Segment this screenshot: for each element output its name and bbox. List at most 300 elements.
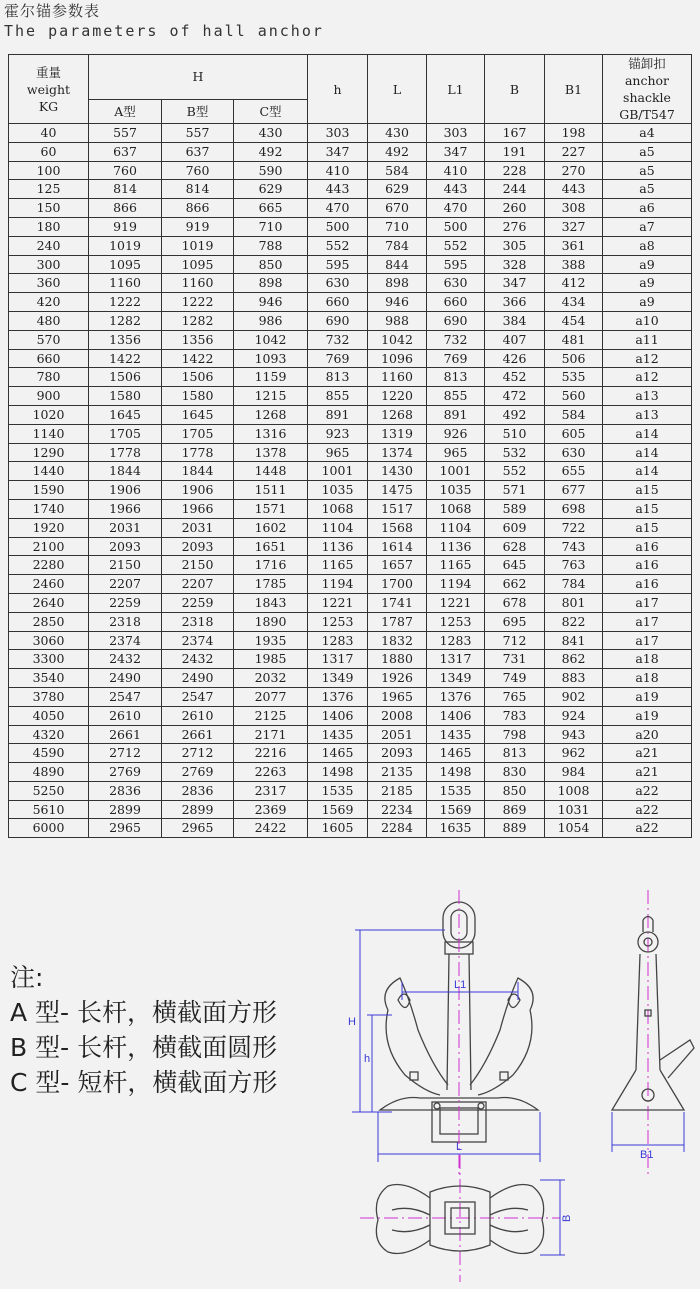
- cell-a: 1282: [89, 311, 162, 330]
- anchor-top-view: [376, 1185, 543, 1254]
- page-title-en: The parameters of hall anchor: [4, 22, 324, 40]
- cell-shackle: a19: [603, 706, 692, 725]
- table-row: [9, 330, 692, 349]
- cell-b: 712: [485, 631, 545, 650]
- cell-shackle: a14: [603, 443, 692, 462]
- cell-weight: 2640: [9, 593, 89, 612]
- label-H: H: [348, 1016, 356, 1028]
- cell-h: 303: [308, 124, 368, 143]
- cell-l: 670: [368, 199, 427, 218]
- cell-shackle: a16: [603, 575, 692, 594]
- cell-l1: 1136: [427, 537, 485, 556]
- cell-c: 1890: [234, 612, 308, 631]
- cell-b: 571: [485, 481, 545, 500]
- cell-h: 769: [308, 349, 368, 368]
- cell-b1: 943: [545, 725, 603, 744]
- cell-l: 1741: [368, 593, 427, 612]
- cell-weight: 1590: [9, 481, 89, 500]
- cell-b: 2318: [162, 612, 234, 631]
- table-row: [9, 593, 692, 612]
- dimension-labels: [348, 979, 653, 1222]
- cell-l: 1319: [368, 424, 427, 443]
- table-row: [9, 518, 692, 537]
- cell-c: 2317: [234, 781, 308, 800]
- cell-b: 407: [485, 330, 545, 349]
- cell-l: 1926: [368, 669, 427, 688]
- cell-b: 552: [485, 462, 545, 481]
- cell-b: 452: [485, 368, 545, 387]
- cell-b: 2259: [162, 593, 234, 612]
- cell-b: 1966: [162, 499, 234, 518]
- cell-c: 2369: [234, 800, 308, 819]
- cell-a: 1095: [89, 255, 162, 274]
- anchor-technical-drawing: [0, 880, 700, 1289]
- cell-h: 813: [308, 368, 368, 387]
- cell-weight: 5250: [9, 781, 89, 800]
- cell-h: 1465: [308, 744, 368, 763]
- cell-l1: 1253: [427, 612, 485, 631]
- cell-c: 1316: [234, 424, 308, 443]
- cell-b1: 984: [545, 763, 603, 782]
- table-row: [9, 781, 692, 800]
- cell-c: 1985: [234, 650, 308, 669]
- cell-b: 749: [485, 669, 545, 688]
- cell-l: 988: [368, 311, 427, 330]
- cell-l: 898: [368, 274, 427, 293]
- cell-c: 2216: [234, 744, 308, 763]
- cell-b: 2490: [162, 669, 234, 688]
- cell-c: 898: [234, 274, 308, 293]
- cell-shackle: a15: [603, 481, 692, 500]
- table-row: [9, 763, 692, 782]
- cell-b: 765: [485, 687, 545, 706]
- cell-b: 2661: [162, 725, 234, 744]
- cell-a: 2374: [89, 631, 162, 650]
- cell-b1: 962: [545, 744, 603, 763]
- cell-a: 1844: [89, 462, 162, 481]
- cell-c: 2422: [234, 819, 308, 838]
- cell-h: 595: [308, 255, 368, 274]
- cell-h: 1136: [308, 537, 368, 556]
- cell-b: 1778: [162, 443, 234, 462]
- table-row: [9, 669, 692, 688]
- cell-l: 1220: [368, 387, 427, 406]
- cell-c: 1935: [234, 631, 308, 650]
- cell-weight: 180: [9, 217, 89, 236]
- cell-weight: 4050: [9, 706, 89, 725]
- cell-c: 1448: [234, 462, 308, 481]
- cell-c: 1651: [234, 537, 308, 556]
- cell-l1: 690: [427, 311, 485, 330]
- cell-b: 678: [485, 593, 545, 612]
- header-weight-line1: 重量: [35, 64, 61, 80]
- cell-h: 1221: [308, 593, 368, 612]
- table-row: [9, 255, 692, 274]
- cell-b1: 506: [545, 349, 603, 368]
- cell-c: 946: [234, 293, 308, 312]
- cell-l: 1042: [368, 330, 427, 349]
- cell-weight: 5610: [9, 800, 89, 819]
- cell-h: 1283: [308, 631, 368, 650]
- cell-a: 814: [89, 180, 162, 199]
- cell-l1: 855: [427, 387, 485, 406]
- label-B: B: [561, 1214, 573, 1222]
- cell-b: 798: [485, 725, 545, 744]
- cell-h: 410: [308, 161, 368, 180]
- cell-l: 1787: [368, 612, 427, 631]
- cell-c: 1785: [234, 575, 308, 594]
- header-B1: B1: [545, 55, 603, 124]
- cell-weight: 3540: [9, 669, 89, 688]
- cell-l: 1430: [368, 462, 427, 481]
- cell-b: 260: [485, 199, 545, 218]
- cell-b: 2150: [162, 556, 234, 575]
- cell-weight: 780: [9, 368, 89, 387]
- cell-l1: 1535: [427, 781, 485, 800]
- cell-a: 1019: [89, 236, 162, 255]
- table-row: [9, 631, 692, 650]
- cell-a: 2836: [89, 781, 162, 800]
- cell-b: 2432: [162, 650, 234, 669]
- cell-a: 2259: [89, 593, 162, 612]
- cell-b1: 560: [545, 387, 603, 406]
- cell-b1: 677: [545, 481, 603, 500]
- cell-l1: 1376: [427, 687, 485, 706]
- cell-l1: 1194: [427, 575, 485, 594]
- page-title-cn: 霍尔锚参数表: [4, 2, 101, 20]
- cell-b: 695: [485, 612, 545, 631]
- cell-weight: 4890: [9, 763, 89, 782]
- cell-c: 2125: [234, 706, 308, 725]
- cell-b: 850: [485, 781, 545, 800]
- header-weight: [9, 55, 89, 124]
- cell-shackle: a20: [603, 725, 692, 744]
- cell-b: 2712: [162, 744, 234, 763]
- cell-a: 2031: [89, 518, 162, 537]
- cell-b: 1506: [162, 368, 234, 387]
- cell-b1: 883: [545, 669, 603, 688]
- cell-a: 866: [89, 199, 162, 218]
- cell-l1: 410: [427, 161, 485, 180]
- cell-l: 2135: [368, 763, 427, 782]
- cell-l: 946: [368, 293, 427, 312]
- cell-a: 637: [89, 142, 162, 161]
- cell-shackle: a17: [603, 612, 692, 631]
- cell-b1: 822: [545, 612, 603, 631]
- cell-b: 830: [485, 763, 545, 782]
- cell-a: 1356: [89, 330, 162, 349]
- table-row: [9, 819, 692, 838]
- cell-l1: 470: [427, 199, 485, 218]
- cell-a: 2769: [89, 763, 162, 782]
- cell-weight: 2100: [9, 537, 89, 556]
- cell-shackle: a21: [603, 763, 692, 782]
- label-L1: L1: [454, 979, 467, 991]
- cell-b: 167: [485, 124, 545, 143]
- cell-b: 1645: [162, 405, 234, 424]
- cell-shackle: a7: [603, 217, 692, 236]
- cell-l: 1374: [368, 443, 427, 462]
- cell-l: 1965: [368, 687, 427, 706]
- cell-h: 1068: [308, 499, 368, 518]
- cell-b: 645: [485, 556, 545, 575]
- cell-shackle: a13: [603, 405, 692, 424]
- cell-c: 986: [234, 311, 308, 330]
- cell-b: 1019: [162, 236, 234, 255]
- cell-shackle: a9: [603, 255, 692, 274]
- cell-b1: 1008: [545, 781, 603, 800]
- cell-shackle: a5: [603, 161, 692, 180]
- label-h: h: [364, 1053, 371, 1065]
- cell-b: 1160: [162, 274, 234, 293]
- cell-h: 552: [308, 236, 368, 255]
- cell-b: 228: [485, 161, 545, 180]
- cell-weight: 420: [9, 293, 89, 312]
- cell-b: 637: [162, 142, 234, 161]
- cell-l: 430: [368, 124, 427, 143]
- cell-b: 472: [485, 387, 545, 406]
- cell-b1: 1031: [545, 800, 603, 819]
- cell-b: 628: [485, 537, 545, 556]
- cell-b: 1580: [162, 387, 234, 406]
- cell-c: 1268: [234, 405, 308, 424]
- cell-weight: 570: [9, 330, 89, 349]
- cell-h: 1535: [308, 781, 368, 800]
- cell-a: 1222: [89, 293, 162, 312]
- cell-l1: 1068: [427, 499, 485, 518]
- table-row: [9, 687, 692, 706]
- cell-c: 788: [234, 236, 308, 255]
- table-row: [9, 311, 692, 330]
- cell-weight: 40: [9, 124, 89, 143]
- cell-l: 2008: [368, 706, 427, 725]
- cell-weight: 2850: [9, 612, 89, 631]
- cell-b: 1095: [162, 255, 234, 274]
- table-body: [9, 124, 692, 838]
- cell-b1: 784: [545, 575, 603, 594]
- cell-b1: 443: [545, 180, 603, 199]
- cell-weight: 125: [9, 180, 89, 199]
- table-row: [9, 744, 692, 763]
- cell-c: 2032: [234, 669, 308, 688]
- cell-h: 1253: [308, 612, 368, 631]
- note-type-b: B 型- 长杆，横截面圆形: [10, 1033, 278, 1062]
- cell-b1: 924: [545, 706, 603, 725]
- cell-a: 2712: [89, 744, 162, 763]
- cell-l: 2051: [368, 725, 427, 744]
- header-H: H: [89, 55, 308, 100]
- cell-b: 2374: [162, 631, 234, 650]
- cell-b: 347: [485, 274, 545, 293]
- cell-b1: 361: [545, 236, 603, 255]
- cell-a: 2661: [89, 725, 162, 744]
- cell-b1: 270: [545, 161, 603, 180]
- cell-shackle: a12: [603, 349, 692, 368]
- table-row: [9, 236, 692, 255]
- cell-h: 1165: [308, 556, 368, 575]
- cell-b: 783: [485, 706, 545, 725]
- cell-shackle: a17: [603, 593, 692, 612]
- cell-b: 532: [485, 443, 545, 462]
- cell-l1: 660: [427, 293, 485, 312]
- cell-shackle: a5: [603, 142, 692, 161]
- table-row: [9, 424, 692, 443]
- table-row: [9, 142, 692, 161]
- cell-shackle: a17: [603, 631, 692, 650]
- cell-b1: 227: [545, 142, 603, 161]
- cell-b1: 722: [545, 518, 603, 537]
- cell-shackle: a8: [603, 236, 692, 255]
- cell-h: 660: [308, 293, 368, 312]
- cell-b: 1705: [162, 424, 234, 443]
- table-row: [9, 443, 692, 462]
- cell-shackle: a6: [603, 199, 692, 218]
- cell-c: 430: [234, 124, 308, 143]
- cell-l1: 965: [427, 443, 485, 462]
- cell-c: 2077: [234, 687, 308, 706]
- cell-h: 891: [308, 405, 368, 424]
- header-L1: L1: [427, 55, 485, 124]
- cell-c: 710: [234, 217, 308, 236]
- table-row: [9, 800, 692, 819]
- cell-weight: 1920: [9, 518, 89, 537]
- cell-c: 1378: [234, 443, 308, 462]
- cell-a: 1645: [89, 405, 162, 424]
- cell-b: 305: [485, 236, 545, 255]
- cell-weight: 1290: [9, 443, 89, 462]
- cell-l1: 500: [427, 217, 485, 236]
- table-row: [9, 349, 692, 368]
- cell-shackle: a9: [603, 293, 692, 312]
- cell-a: 1506: [89, 368, 162, 387]
- cell-shackle: a14: [603, 462, 692, 481]
- cell-c: 2263: [234, 763, 308, 782]
- cell-a: 1580: [89, 387, 162, 406]
- cell-weight: 300: [9, 255, 89, 274]
- cell-l: 629: [368, 180, 427, 199]
- cell-a: 1778: [89, 443, 162, 462]
- cell-shackle: a22: [603, 819, 692, 838]
- cell-shackle: a9: [603, 274, 692, 293]
- header-h: h: [308, 55, 368, 124]
- cell-b: 2769: [162, 763, 234, 782]
- cell-shackle: a4: [603, 124, 692, 143]
- cell-l: 1096: [368, 349, 427, 368]
- cell-c: 2171: [234, 725, 308, 744]
- cell-b1: 801: [545, 593, 603, 612]
- cell-a: 1705: [89, 424, 162, 443]
- cell-shackle: a5: [603, 180, 692, 199]
- label-B1: B1: [640, 1149, 654, 1161]
- cell-shackle: a12: [603, 368, 692, 387]
- cell-b1: 327: [545, 217, 603, 236]
- cell-b: 760: [162, 161, 234, 180]
- cell-l1: 1635: [427, 819, 485, 838]
- cell-b1: 862: [545, 650, 603, 669]
- cell-l1: 1465: [427, 744, 485, 763]
- cell-h: 690: [308, 311, 368, 330]
- cell-a: 1906: [89, 481, 162, 500]
- cell-a: 2899: [89, 800, 162, 819]
- cell-a: 2432: [89, 650, 162, 669]
- cell-b: 662: [485, 575, 545, 594]
- cell-b1: 655: [545, 462, 603, 481]
- cell-shackle: a11: [603, 330, 692, 349]
- cell-l: 784: [368, 236, 427, 255]
- cell-l1: 347: [427, 142, 485, 161]
- cell-b: 2207: [162, 575, 234, 594]
- cell-weight: 3300: [9, 650, 89, 669]
- cell-c: 850: [234, 255, 308, 274]
- cell-l1: 1435: [427, 725, 485, 744]
- cell-l1: 1001: [427, 462, 485, 481]
- cell-l1: 769: [427, 349, 485, 368]
- cell-h: 1317: [308, 650, 368, 669]
- cell-l: 2093: [368, 744, 427, 763]
- table-row: [9, 387, 692, 406]
- cell-a: 2965: [89, 819, 162, 838]
- table-row: [9, 725, 692, 744]
- cell-c: 1843: [234, 593, 308, 612]
- cell-l: 1880: [368, 650, 427, 669]
- cell-weight: 1440: [9, 462, 89, 481]
- cell-c: 1571: [234, 499, 308, 518]
- cell-b: 1222: [162, 293, 234, 312]
- cell-weight: 60: [9, 142, 89, 161]
- table-row: [9, 274, 692, 293]
- cell-l1: 1569: [427, 800, 485, 819]
- cell-h: 500: [308, 217, 368, 236]
- cell-a: 2547: [89, 687, 162, 706]
- cell-b1: 1054: [545, 819, 603, 838]
- cell-weight: 900: [9, 387, 89, 406]
- cell-shackle: a16: [603, 537, 692, 556]
- cell-b: 2610: [162, 706, 234, 725]
- cell-b: 384: [485, 311, 545, 330]
- cell-b: 1356: [162, 330, 234, 349]
- cell-weight: 1140: [9, 424, 89, 443]
- header-type-a: A型: [89, 99, 162, 123]
- cell-h: 965: [308, 443, 368, 462]
- cell-l1: 1035: [427, 481, 485, 500]
- cell-shackle: a19: [603, 687, 692, 706]
- cell-l1: 1317: [427, 650, 485, 669]
- cell-a: 1422: [89, 349, 162, 368]
- anchor-parameters-table: [8, 54, 692, 838]
- cell-b: 510: [485, 424, 545, 443]
- cell-b: 2031: [162, 518, 234, 537]
- cell-b1: 605: [545, 424, 603, 443]
- cell-shackle: a15: [603, 499, 692, 518]
- cell-b1: 535: [545, 368, 603, 387]
- header-type-c: C型: [234, 99, 308, 123]
- cell-b1: 308: [545, 199, 603, 218]
- cell-l1: 1406: [427, 706, 485, 725]
- header-weight-line3: KG: [38, 98, 59, 114]
- cell-a: 2610: [89, 706, 162, 725]
- cell-b1: 388: [545, 255, 603, 274]
- cell-shackle: a16: [603, 556, 692, 575]
- cell-h: 630: [308, 274, 368, 293]
- cell-b1: 763: [545, 556, 603, 575]
- cell-l: 1700: [368, 575, 427, 594]
- cell-b: 328: [485, 255, 545, 274]
- cell-l: 2185: [368, 781, 427, 800]
- cell-weight: 1020: [9, 405, 89, 424]
- cell-b: 557: [162, 124, 234, 143]
- notes-heading: 注:: [10, 963, 44, 992]
- cell-h: 1376: [308, 687, 368, 706]
